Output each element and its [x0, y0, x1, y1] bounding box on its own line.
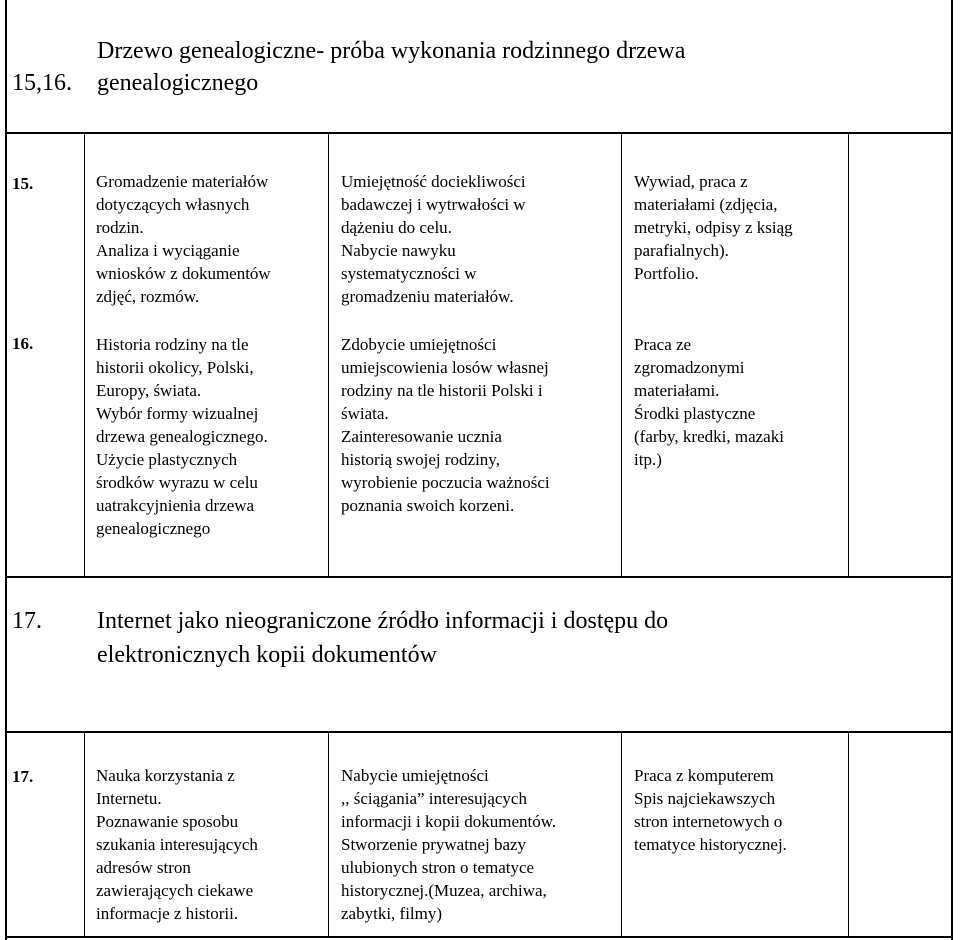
lesson-goals: Nabycie umiejętności ,, ściągania” interesujących informacji i kopii dokumentów. Stworzenie prywatnej bazy ulubionych stron o tematyce historycznej.(Muzea, archiwa, zabytki, filmy) [341, 766, 557, 923]
lesson-goals: Umiejętność dociekliwości badawczej i wytrwałości w dążeniu do celu. Nabycie nawyku systematyczności w gromadzeniu materiałów. [341, 172, 526, 306]
row-divider [5, 132, 953, 134]
lesson-topic: Nauka korzystania z Internetu. Poznawanie sposobu szukania interesujących adresów stron zawierających ciekawe informacje z historii. [96, 766, 258, 923]
table-border-bottom [5, 936, 953, 938]
column-divider [848, 133, 849, 577]
section-title-line2: elektronicznych kopii dokumentów [97, 642, 437, 668]
lesson-methods: Praca ze zgromadzonymi materiałami. Środki plastyczne (farby, kredki, mazaki itp.) [634, 335, 784, 469]
lesson-number: 17. [12, 767, 34, 786]
table-border-left [5, 0, 7, 940]
section-title-line2: genealogicznego [97, 70, 259, 96]
column-divider [621, 133, 622, 577]
section-number: 15,16. [12, 70, 72, 96]
row-divider [5, 731, 953, 733]
row-divider [5, 576, 953, 578]
lesson-topic: Gromadzenie materiałów dotyczących własnych rodzin. Analiza i wyciąganie wniosków z dokumentów zdjęć, rozmów. [96, 172, 271, 306]
column-divider [328, 732, 329, 937]
lesson-methods: Praca z komputerem Spis najciekawszych stron internetowych o tematyce historycznej. [634, 766, 787, 854]
column-divider [84, 732, 85, 937]
section-title-line1: Drzewo genealogiczne- próba wykonania rodzinnego drzewa [97, 38, 686, 64]
lesson-topic: Historia rodziny na tle historii okolicy, Polski, Europy, świata. Wybór formy wizualnej drzewa genealogicznego. Użycie plastycznych środków wyrazu w celu uatrakcyjnienia drzewa genealogicznego [96, 335, 268, 538]
column-divider [84, 133, 85, 577]
lesson-methods: Wywiad, praca z materiałami (zdjęcia, metryki, odpisy z ksiąg parafialnych). Portfolio. [634, 172, 793, 283]
table-border-right [951, 0, 953, 940]
section-title-line1: Internet jako nieograniczone źródło informacji i dostępu do [97, 608, 669, 634]
column-divider [621, 732, 622, 937]
lesson-goals: Zdobycie umiejętności umiejscowienia losów własnej rodziny na tle historii Polski i świata. Zainteresowanie ucznia historią swojej rodziny, wyrobienie poczucia ważności poznania swoich korzeni. [341, 335, 550, 515]
lesson-number: 16. [12, 334, 34, 353]
column-divider [848, 732, 849, 937]
section-number: 17. [12, 608, 42, 634]
column-divider [328, 133, 329, 577]
lesson-number: 15. [12, 174, 34, 193]
